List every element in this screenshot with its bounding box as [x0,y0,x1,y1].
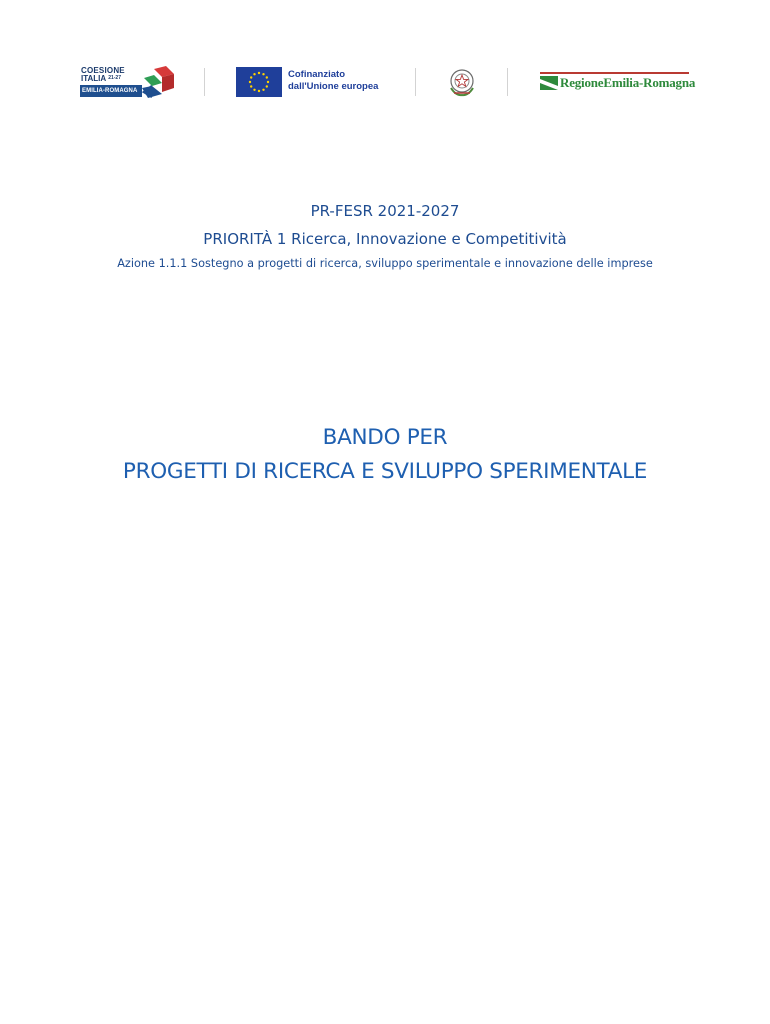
regione-emilia-romagna-logo [540,70,696,96]
program-name: PR-FESR 2021-2027 [310,202,460,220]
coesione-logo-line2 [81,74,121,83]
document-title-line1: BANDO PER [322,425,448,450]
eu-text-line2: dall'Unione europea [288,81,379,92]
regione-logo-text: RegioneEmilia-Romagna [560,75,696,90]
regione-logo-rule [540,72,689,74]
logo-divider [204,68,205,96]
regione-mark-icon [540,76,558,90]
logo-divider [415,68,416,96]
eu-flag-icon [236,67,282,97]
eu-text-line1: Cofinanziato [288,69,345,80]
coesione-logo-line1: COESIONE [81,66,125,75]
italian-republic-emblem-icon [446,66,478,98]
coesione-cube-icon [140,66,176,100]
action-subheading: Azione 1.1.1 Sostegno a progetti di ricerca, sviluppo sperimentale e innovazione delle imprese [117,257,653,270]
coesione-logo-band: EMILIA-ROMAGNA [80,85,142,97]
coesione-italia-logo [80,66,176,100]
document-title-line2: PROGETTI DI RICERCA E SVILUPPO SPERIMENTALE [122,459,648,484]
logo-bar [0,0,770,120]
coesione-logo-years: 21-27 [108,75,121,81]
priority-heading: PRIORITÀ 1 Ricerca, Innovazione e Competitività [203,230,567,248]
eu-cofinanced-text [288,69,378,93]
coesione-logo-italia: ITALIA [81,74,107,83]
logo-divider [507,68,508,96]
